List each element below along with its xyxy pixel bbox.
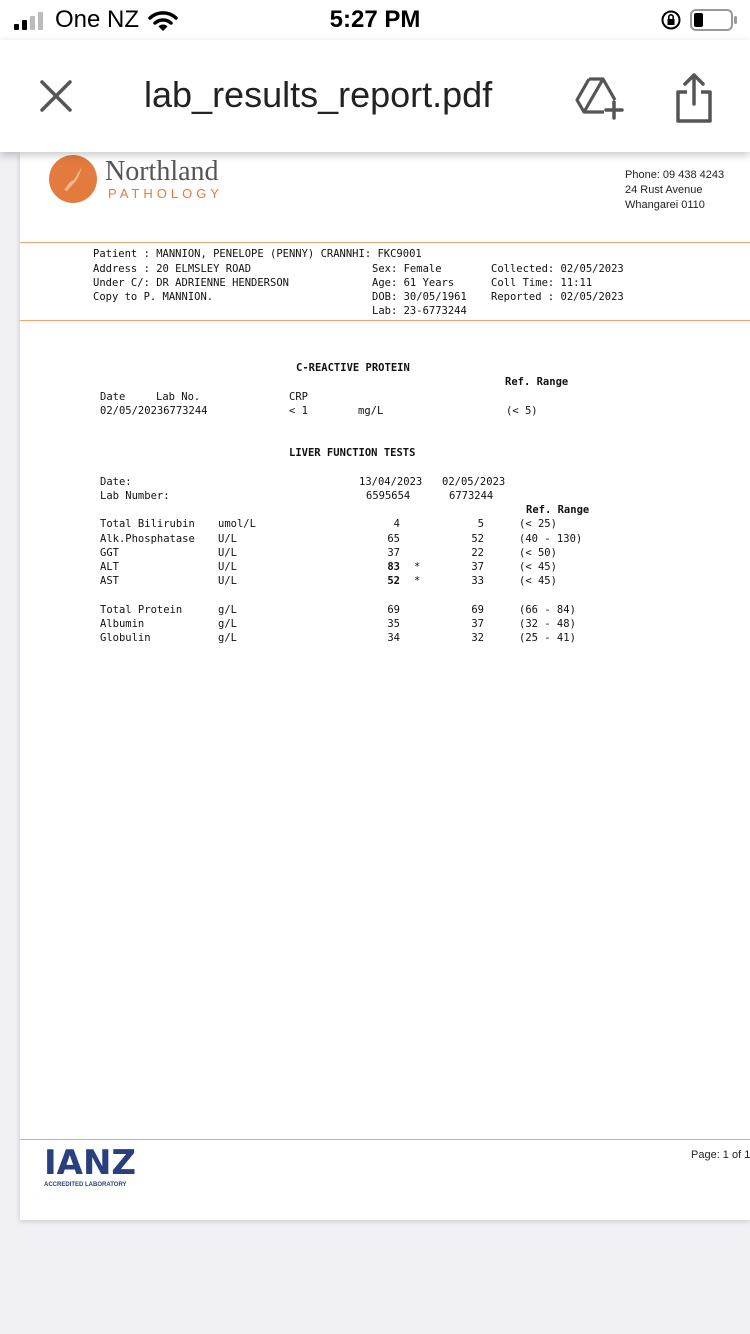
lft-date-label: Date:	[100, 476, 132, 488]
lft-ref-range: (66 - 84)	[519, 604, 576, 616]
lft-ref-range: (< 45)	[519, 561, 557, 573]
lab-street: 24 Rust Avenue	[625, 184, 703, 196]
lft-value-2: 37	[471, 618, 484, 630]
lft-lab-label: Lab Number:	[100, 490, 170, 502]
lab-city: Whangarei 0110	[625, 199, 705, 211]
crp-row-unit: mg/L	[358, 405, 384, 417]
patient-age: Age: 61 Years	[372, 277, 455, 289]
clock: 5:27 PM	[329, 6, 421, 33]
lft-value-1: 4	[393, 518, 400, 530]
lft-test-name: Total Bilirubin	[100, 518, 195, 530]
lft-test-name: Alk.Phosphatase	[100, 533, 195, 545]
lft-test-unit: U/L	[218, 533, 237, 545]
lft-test-name: AST	[100, 575, 119, 587]
carrier-label: One NZ	[55, 6, 140, 33]
ianz-logo	[44, 1143, 144, 1192]
viewer-toolbar	[0, 40, 750, 152]
lft-abnormal-flag: *	[414, 561, 421, 573]
crp-col-crp: CRP	[289, 391, 308, 403]
document-title: lab_results_report.pdf	[144, 74, 493, 115]
add-to-drive-icon[interactable]	[574, 76, 624, 120]
patient-dob: DOB: 30/05/1961	[372, 291, 467, 303]
patient-divider	[20, 320, 750, 321]
lab-phone: Phone: 09 438 4243	[625, 169, 725, 181]
lft-test-name: Globulin	[100, 632, 151, 644]
lft-test-unit: g/L	[218, 632, 237, 644]
lft-value-1: 65	[387, 533, 400, 545]
lft-ref-range: (40 - 130)	[519, 533, 583, 545]
pdf-page[interactable]	[20, 152, 750, 1220]
collected-date: Collected: 02/05/2023	[491, 263, 624, 275]
lft-date-2: 02/05/2023	[442, 476, 506, 488]
crp-row-date-lab: 02/05/20236773244	[100, 405, 208, 417]
lft-ref-range: (25 - 41)	[519, 632, 576, 644]
lft-date-1: 13/04/2023	[359, 476, 423, 488]
lft-value-1: 52	[387, 575, 400, 587]
lft-abnormal-flag: *	[414, 575, 421, 587]
lft-value-1: 37	[387, 547, 400, 559]
patient-address-line: Address : 20 ELMSLEY ROAD	[93, 263, 252, 275]
share-icon[interactable]	[674, 72, 714, 124]
page-number: Page: 1 of 1	[691, 1149, 750, 1161]
lft-test-unit: umol/L	[218, 518, 256, 530]
lft-test-unit: U/L	[218, 575, 237, 587]
lft-value-2: 5	[477, 518, 484, 530]
lft-value-1: 35	[387, 618, 400, 630]
lft-test-name: ALT	[100, 561, 119, 573]
crp-ref-heading: Ref. Range	[505, 376, 569, 388]
lft-value-1: 83	[387, 561, 400, 573]
lft-value-2: 69	[471, 604, 484, 616]
lft-ref-heading: Ref. Range	[526, 504, 590, 516]
lft-test-name: GGT	[100, 547, 119, 559]
lft-ref-range: (32 - 48)	[519, 618, 576, 630]
lft-heading: LIVER FUNCTION TESTS	[289, 447, 416, 459]
lft-value-2: 52	[471, 533, 484, 545]
crp-col-date: Date	[100, 391, 126, 403]
status-bar	[0, 0, 750, 40]
crp-row-ref: (< 5)	[506, 405, 538, 417]
lft-value-2: 37	[471, 561, 484, 573]
orientation-lock-icon	[660, 9, 682, 31]
lft-test-unit: g/L	[218, 604, 237, 616]
patient-name-line: Patient : MANNION, PENELOPE (PENNY) CRANNHI: FKC9001	[93, 248, 422, 260]
lft-test-name: Total Protein	[100, 604, 183, 616]
lft-ref-range: (< 50)	[519, 547, 557, 559]
lft-lab-1: 6595654	[366, 490, 411, 502]
ianz-letters: IANZ	[44, 1143, 137, 1183]
header-divider	[20, 242, 750, 243]
lab-contact	[625, 168, 724, 213]
lft-value-1: 69	[387, 604, 400, 616]
close-icon[interactable]	[38, 78, 74, 114]
lft-value-2: 22	[471, 547, 484, 559]
battery-icon	[690, 8, 738, 32]
reported-date: Reported : 02/05/2023	[491, 291, 624, 303]
lab-name: Northland	[105, 156, 219, 187]
crp-row-value: < 1	[289, 405, 308, 417]
patient-lab: Lab: 23-6773244	[372, 305, 467, 317]
patient-sex: Sex: Female	[372, 263, 442, 275]
lft-ref-range: (< 45)	[519, 575, 557, 587]
crp-col-lab: Lab No.	[156, 391, 201, 403]
collection-time: Coll Time: 11:11	[491, 277, 593, 289]
patient-copy-line: Copy to P. MANNION.	[93, 291, 214, 303]
lft-value-2: 32	[471, 632, 484, 644]
lft-test-name: Albumin	[100, 618, 145, 630]
lft-test-unit: U/L	[218, 547, 237, 559]
lft-test-unit: g/L	[218, 618, 237, 630]
lft-value-2: 33	[471, 575, 484, 587]
footer-divider	[20, 1139, 750, 1140]
patient-doctor-line: Under C/: DR ADRIENNE HENDERSON	[93, 277, 289, 289]
northland-logo-icon	[48, 154, 98, 204]
ianz-subtitle: ACCREDITED LABORATORY	[44, 1182, 127, 1188]
lft-test-unit: U/L	[218, 561, 237, 573]
lab-subname: PATHOLOGY	[108, 186, 223, 201]
lft-ref-range: (< 25)	[519, 518, 557, 530]
lft-value-1: 34	[387, 632, 400, 644]
crp-heading: C-REACTIVE PROTEIN	[296, 362, 410, 374]
lft-lab-2: 6773244	[449, 490, 494, 502]
